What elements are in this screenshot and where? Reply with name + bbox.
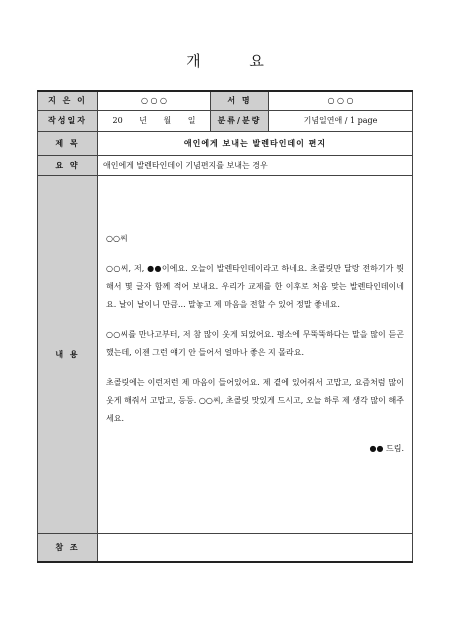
signer-label: 서 명	[211, 91, 269, 110]
document-title: 개 요	[186, 52, 286, 70]
subject-label: 제 목	[38, 131, 98, 155]
content-label: 내 용	[38, 175, 98, 533]
letter-greeting: ○○씨	[106, 233, 128, 243]
summary-form-table	[37, 90, 413, 563]
reference-label: 참 조	[38, 533, 98, 562]
category-label: 분류/분량	[211, 110, 269, 131]
letter-content	[98, 175, 413, 533]
author-label: 지 은 이	[38, 91, 98, 110]
reference-value	[98, 533, 413, 562]
letter-paragraph-3: 초콜릿에는 이런저런 제 마음이 들어있어요. 제 곁에 있어줘서 고맙고, 요즘처럼 많이 웃게 해줘서 고맙고, 등등. ○○씨, 초콜릿 맛있게 드시고, 오늘 하루 제 생각 많이 해주세요.	[106, 377, 404, 423]
date-value: 20 년 월 일	[98, 110, 211, 131]
summary-label: 요 약	[38, 155, 98, 175]
subject-value: 애인에게 보내는 발렌타인데이 편지	[98, 131, 413, 155]
letter-paragraph-2: ○○씨를 만나고부터, 저 참 많이 웃게 되었어요. 평소에 무뚝뚝하다는 말을 많이 듣곤 했는데, 이젠 그런 얘기 안 들어서 얼마나 좋은 지 몰라요.	[106, 329, 404, 357]
summary-value: 애인에게 발렌타인데이 기념편지를 보내는 경우	[98, 155, 413, 175]
signer-value: ○ ○ ○	[269, 91, 413, 110]
letter-signature: ●● 드림.	[369, 443, 404, 453]
letter-paragraph-1: ○○씨, 저, ●●이에요. 오늘이 발렌타인데이라고 하네요. 초콜릿만 달랑 전하기가 뭣해서 몇 글자 함께 적어 보내요. 우리가 교제를 한 이후로 처음 맞는 발렌타인데이네요. 날이 날이니 만큼... 말놓고 제 마음을 전할 수 있어 정말 좋네요.	[106, 263, 404, 309]
category-value: 기념일연애 / 1 page	[269, 110, 413, 131]
author-value: ○ ○ ○	[98, 91, 211, 110]
date-label: 작성일자	[38, 110, 98, 131]
